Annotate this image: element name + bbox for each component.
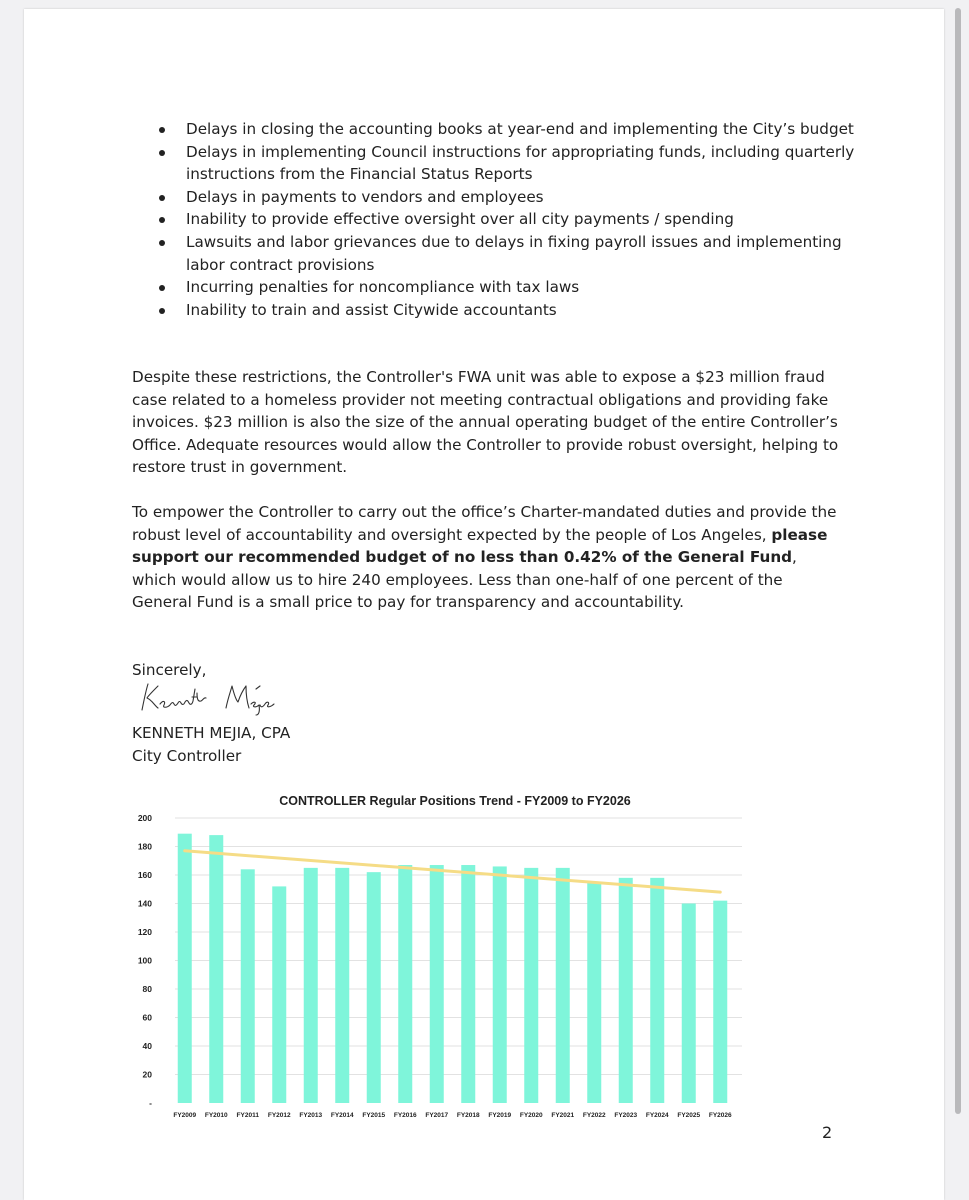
bullet-icon bbox=[159, 285, 165, 291]
y-tick-label: 140 bbox=[137, 898, 152, 909]
bar-fy2026 bbox=[713, 901, 727, 1103]
x-tick-label: FY2017 bbox=[425, 1112, 449, 1119]
bar-fy2011 bbox=[241, 869, 255, 1103]
list-item: Inability to provide effective oversight over all city payments / spending bbox=[159, 208, 859, 231]
bullet-list bbox=[159, 118, 859, 321]
bar-fy2014 bbox=[335, 868, 349, 1103]
request-text-start: To empower the Controller to carry out the office’s Charter-mandated duties and provide the robust level of accountability and oversight expected by the people of Los Angeles, bbox=[132, 503, 837, 544]
signer-name: KENNETH MEJIA, CPA bbox=[132, 724, 291, 742]
x-tick-label: FY2018 bbox=[456, 1112, 480, 1119]
bar-fy2016 bbox=[398, 865, 412, 1103]
y-tick-label: 60 bbox=[142, 1012, 152, 1023]
bullet-icon bbox=[159, 127, 165, 133]
positions-trend-chart bbox=[130, 785, 750, 1125]
bar-fy2012 bbox=[272, 886, 286, 1103]
x-tick-label: FY2026 bbox=[708, 1112, 732, 1119]
signature-image bbox=[136, 680, 306, 716]
bar-fy2013 bbox=[304, 868, 318, 1103]
list-item: Delays in implementing Council instructions for appropriating funds, including quarterly instructions from the Financial Status Reports bbox=[159, 141, 859, 186]
x-tick-label: FY2024 bbox=[645, 1112, 669, 1119]
y-tick-label: 40 bbox=[142, 1041, 152, 1051]
request-text-end: , which would allow us to hire 240 employees. Less than one-half of one percent of the General Fund is a small price to pay for transparency and accountability. bbox=[132, 548, 797, 612]
scrollbar[interactable] bbox=[955, 8, 961, 1114]
x-tick-label: FY2023 bbox=[614, 1112, 638, 1119]
x-tick-label: FY2016 bbox=[393, 1112, 417, 1119]
y-tick-label: 180 bbox=[137, 841, 152, 852]
trend-line bbox=[185, 851, 721, 892]
x-tick-label: FY2012 bbox=[267, 1112, 291, 1119]
page-number: 2 bbox=[822, 1123, 833, 1142]
y-tick-label: 160 bbox=[137, 870, 152, 880]
y-tick-label: 100 bbox=[137, 955, 152, 966]
x-tick-label: FY2014 bbox=[330, 1112, 354, 1119]
y-tick-label: 120 bbox=[137, 927, 152, 937]
fraud-paragraph: Despite these restrictions, the Controller's FWA unit was able to expose a $23 million fraud case related to a homeless provider not meeting contractual obligations and providing fake invoices. $23 million is also the size of the annual operating budget of the entire Controller’s Office. Adequate resources would allow the Controller to provide robust oversight, helping to restore trust in government. bbox=[132, 368, 839, 477]
bar-fy2021 bbox=[556, 868, 570, 1103]
budget-request-paragraph bbox=[132, 501, 844, 614]
list-item: Delays in payments to vendors and employees bbox=[159, 186, 859, 209]
list-item: Inability to train and assist Citywide accountants bbox=[159, 299, 859, 322]
x-tick-label: FY2015 bbox=[362, 1112, 386, 1119]
x-tick-label: FY2010 bbox=[204, 1112, 228, 1119]
bullet-icon bbox=[159, 308, 165, 314]
list-item: Lawsuits and labor grievances due to delays in fixing payroll issues and implementing labor contract provisions bbox=[159, 231, 859, 276]
request-highlight: please support our recommended budget of no less than 0.42% of the General Fund bbox=[132, 525, 828, 567]
bullet-icon bbox=[159, 217, 165, 223]
y-tick-label: - bbox=[149, 1098, 152, 1108]
chart-title: CONTROLLER Regular Positions Trend - FY2009 to FY2026 bbox=[279, 794, 631, 808]
bar-fy2022 bbox=[587, 882, 601, 1103]
bar-fy2017 bbox=[430, 865, 444, 1103]
y-tick-label: 200 bbox=[137, 813, 152, 823]
bar-fy2010 bbox=[209, 835, 223, 1103]
list-item: Incurring penalties for noncompliance with tax laws bbox=[159, 276, 859, 299]
bar-fy2009 bbox=[178, 834, 192, 1103]
x-tick-label: FY2025 bbox=[677, 1112, 701, 1119]
bar-fy2019 bbox=[493, 866, 507, 1103]
y-tick-label: 20 bbox=[142, 1069, 152, 1080]
x-tick-label: FY2019 bbox=[488, 1112, 512, 1119]
bar-fy2018 bbox=[461, 865, 475, 1103]
x-tick-label: FY2011 bbox=[236, 1112, 259, 1119]
bullet-icon bbox=[159, 240, 165, 246]
x-tick-label: FY2021 bbox=[551, 1112, 575, 1119]
bar-fy2020 bbox=[524, 868, 538, 1103]
bar-fy2025 bbox=[682, 904, 696, 1104]
bullet-icon bbox=[159, 150, 165, 156]
signer-title: City Controller bbox=[132, 747, 242, 765]
x-tick-label: FY2022 bbox=[582, 1112, 606, 1119]
list-item: Delays in closing the accounting books at year-end and implementing the City’s budget bbox=[159, 118, 859, 141]
bar-fy2023 bbox=[619, 878, 633, 1103]
x-tick-label: FY2020 bbox=[519, 1112, 543, 1119]
x-tick-label: FY2013 bbox=[299, 1112, 323, 1119]
x-tick-label: FY2009 bbox=[173, 1112, 197, 1119]
y-tick-label: 80 bbox=[142, 984, 152, 994]
bar-fy2015 bbox=[367, 872, 381, 1103]
bar-fy2024 bbox=[650, 878, 664, 1103]
bullet-icon bbox=[159, 195, 165, 201]
closing: Sincerely, bbox=[132, 661, 207, 679]
